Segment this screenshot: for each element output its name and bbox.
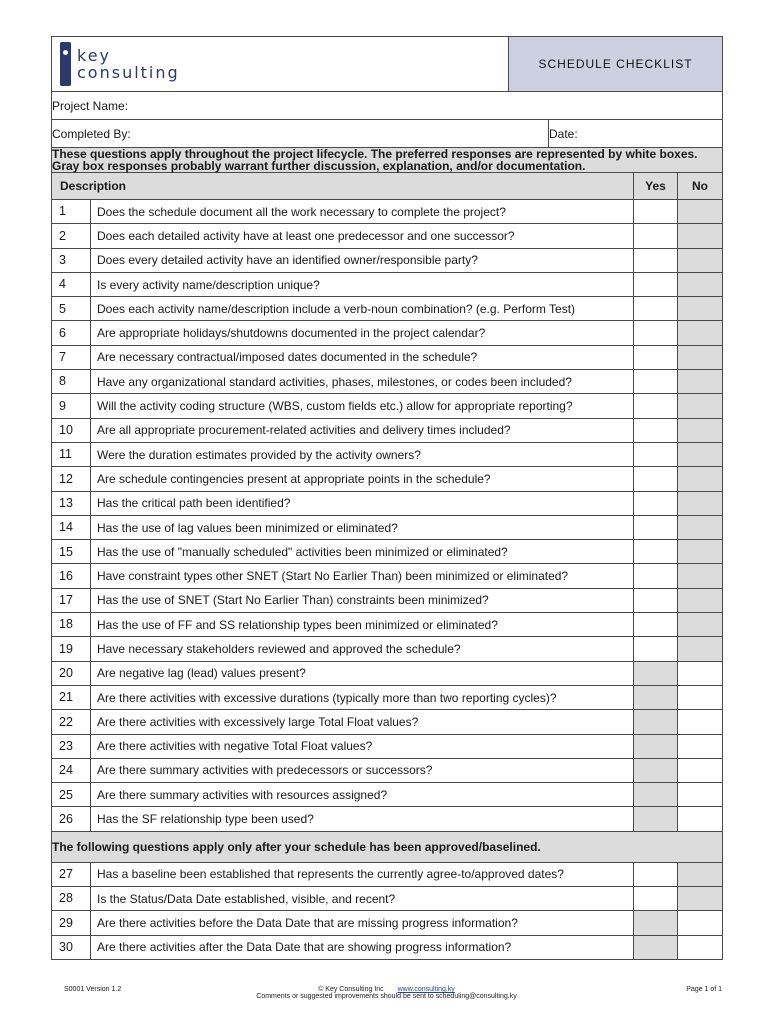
question-text: Have necessary stakeholders reviewed and approved the schedule? <box>91 637 634 661</box>
yes-checkbox[interactable] <box>634 491 678 515</box>
no-checkbox[interactable] <box>678 661 723 685</box>
question-text: Will the activity coding structure (WBS, custom fields etc.) allow for appropriate reporting? <box>91 394 634 418</box>
page-footer <box>51 986 722 1010</box>
question-number: 6 <box>52 321 91 345</box>
question-row <box>52 661 723 685</box>
company-logo <box>52 37 217 91</box>
question-number: 17 <box>52 588 91 612</box>
question-number: 22 <box>52 710 91 734</box>
yes-checkbox[interactable] <box>634 515 678 539</box>
question-row <box>52 685 723 709</box>
yes-checkbox[interactable] <box>634 911 678 935</box>
question-row <box>52 321 723 345</box>
question-text: Are negative lag (lead) values present? <box>91 661 634 685</box>
question-row <box>52 734 723 758</box>
logo-line-1: key <box>77 46 112 65</box>
checklist-table <box>51 36 723 960</box>
question-number: 25 <box>52 783 91 807</box>
column-header-description: Description <box>52 173 634 200</box>
question-text: Have any organizational standard activities, phases, milestones, or codes been included? <box>91 370 634 394</box>
yes-checkbox[interactable] <box>634 783 678 807</box>
question-text: Is every activity name/description unique? <box>91 272 634 296</box>
no-checkbox[interactable] <box>678 637 723 661</box>
question-text: Are appropriate holidays/shutdowns documented in the project calendar? <box>91 321 634 345</box>
question-number: 7 <box>52 345 91 369</box>
question-row <box>52 467 723 491</box>
question-row <box>52 564 723 588</box>
document-id: S0001 Version 1.2 <box>64 986 122 993</box>
question-text: Has the critical path been identified? <box>91 491 634 515</box>
no-checkbox[interactable] <box>678 467 723 491</box>
no-checkbox[interactable] <box>678 418 723 442</box>
completed-by-field[interactable]: Completed By: <box>52 120 549 148</box>
question-number: 3 <box>52 248 91 272</box>
question-text: Are all appropriate procurement-related activities and delivery times included? <box>91 418 634 442</box>
question-number: 30 <box>52 935 91 959</box>
question-number: 24 <box>52 758 91 782</box>
yes-checkbox[interactable] <box>634 935 678 959</box>
no-checkbox[interactable] <box>678 540 723 564</box>
no-checkbox[interactable] <box>678 394 723 418</box>
question-number: 15 <box>52 540 91 564</box>
question-text: Were the duration estimates provided by the activity owners? <box>91 442 634 466</box>
yes-checkbox[interactable] <box>634 200 678 224</box>
question-text: Has the use of "manually scheduled" activities been minimized or eliminated? <box>91 540 634 564</box>
no-checkbox[interactable] <box>678 564 723 588</box>
date-field[interactable]: Date: <box>549 120 723 148</box>
question-row <box>52 200 723 224</box>
question-row <box>52 248 723 272</box>
question-row <box>52 613 723 637</box>
website-link[interactable]: www.consulting.ky <box>397 986 455 993</box>
question-number: 19 <box>52 637 91 661</box>
question-number: 11 <box>52 442 91 466</box>
no-checkbox[interactable] <box>678 370 723 394</box>
question-row <box>52 491 723 515</box>
question-text: Are there activities before the Data Date that are missing progress information? <box>91 911 634 935</box>
no-checkbox[interactable] <box>678 224 723 248</box>
no-checkbox[interactable] <box>678 321 723 345</box>
no-checkbox[interactable] <box>678 272 723 296</box>
no-checkbox[interactable] <box>678 588 723 612</box>
question-number: 13 <box>52 491 91 515</box>
checklist-sheet <box>51 36 722 960</box>
yes-checkbox[interactable] <box>634 345 678 369</box>
question-text: Are there activities with excessively large Total Float values? <box>91 710 634 734</box>
question-number: 26 <box>52 807 91 831</box>
yes-checkbox[interactable] <box>634 637 678 661</box>
yes-checkbox[interactable] <box>634 734 678 758</box>
question-text: Are there activities with excessive durations (typically more than two reporting cycles)? <box>91 685 634 709</box>
yes-checkbox[interactable] <box>634 442 678 466</box>
column-header-yes: Yes <box>634 173 678 200</box>
no-checkbox[interactable] <box>678 297 723 321</box>
question-number: 18 <box>52 613 91 637</box>
yes-checkbox[interactable] <box>634 540 678 564</box>
logo-cell <box>52 37 509 92</box>
copyright-text: © Key Consulting Inc <box>318 986 384 993</box>
no-checkbox[interactable] <box>678 783 723 807</box>
no-checkbox[interactable] <box>678 515 723 539</box>
yes-checkbox[interactable] <box>634 862 678 886</box>
question-row <box>52 394 723 418</box>
question-number: 10 <box>52 418 91 442</box>
key-logo-icon <box>60 42 71 86</box>
yes-checkbox[interactable] <box>634 321 678 345</box>
question-text: Are there summary activities with predecessors or successors? <box>91 758 634 782</box>
question-text: Has the use of lag values been minimized or eliminated? <box>91 515 634 539</box>
yes-checkbox[interactable] <box>634 887 678 911</box>
yes-checkbox[interactable] <box>634 588 678 612</box>
question-number: 1 <box>52 200 91 224</box>
question-text: Does each detailed activity have at least one predecessor and one successor? <box>91 224 634 248</box>
yes-checkbox[interactable] <box>634 394 678 418</box>
no-checkbox[interactable] <box>678 758 723 782</box>
question-row <box>52 911 723 935</box>
question-row <box>52 515 723 539</box>
question-text: Are schedule contingencies present at appropriate points in the schedule? <box>91 467 634 491</box>
no-checkbox[interactable] <box>678 685 723 709</box>
no-checkbox[interactable] <box>678 491 723 515</box>
question-text: Has the SF relationship type been used? <box>91 807 634 831</box>
no-checkbox[interactable] <box>678 935 723 959</box>
question-number: 8 <box>52 370 91 394</box>
question-number: 12 <box>52 467 91 491</box>
yes-checkbox[interactable] <box>634 467 678 491</box>
yes-checkbox[interactable] <box>634 685 678 709</box>
question-text: Have constraint types other SNET (Start No Earlier Than) been minimized or eliminated? <box>91 564 634 588</box>
question-number: 16 <box>52 564 91 588</box>
question-text: Are there activities after the Data Date that are showing progress information? <box>91 935 634 959</box>
question-text: Does the schedule document all the work necessary to complete the project? <box>91 200 634 224</box>
question-row <box>52 588 723 612</box>
document-title: SCHEDULE CHECKLIST <box>509 37 723 92</box>
question-number: 21 <box>52 685 91 709</box>
question-number: 5 <box>52 297 91 321</box>
yes-checkbox[interactable] <box>634 758 678 782</box>
yes-checkbox[interactable] <box>634 272 678 296</box>
yes-checkbox[interactable] <box>634 248 678 272</box>
question-row <box>52 758 723 782</box>
question-number: 2 <box>52 224 91 248</box>
question-number: 23 <box>52 734 91 758</box>
no-checkbox[interactable] <box>678 734 723 758</box>
yes-checkbox[interactable] <box>634 297 678 321</box>
question-row <box>52 370 723 394</box>
question-row <box>52 442 723 466</box>
no-checkbox[interactable] <box>678 807 723 831</box>
question-text: Has the use of FF and SS relationship types been minimized or eliminated? <box>91 613 634 637</box>
question-number: 9 <box>52 394 91 418</box>
no-checkbox[interactable] <box>678 911 723 935</box>
question-text: Is the Status/Data Date established, visible, and recent? <box>91 887 634 911</box>
project-name-field[interactable]: Project Name: <box>52 92 723 120</box>
question-text: Does every detailed activity have an identified owner/responsible party? <box>91 248 634 272</box>
yes-checkbox[interactable] <box>634 370 678 394</box>
question-row <box>52 418 723 442</box>
question-text: Are necessary contractual/imposed dates documented in the schedule? <box>91 345 634 369</box>
question-text: Does each activity name/description include a verb-noun combination? (e.g. Perform Test) <box>91 297 634 321</box>
question-row <box>52 345 723 369</box>
no-checkbox[interactable] <box>678 248 723 272</box>
no-checkbox[interactable] <box>678 442 723 466</box>
question-number: 20 <box>52 661 91 685</box>
question-number: 28 <box>52 887 91 911</box>
yes-checkbox[interactable] <box>634 564 678 588</box>
yes-checkbox[interactable] <box>634 661 678 685</box>
question-row <box>52 710 723 734</box>
question-number: 29 <box>52 911 91 935</box>
no-checkbox[interactable] <box>678 862 723 886</box>
page-number: Page 1 of 1 <box>686 986 722 993</box>
question-row <box>52 783 723 807</box>
question-number: 4 <box>52 272 91 296</box>
question-row <box>52 862 723 886</box>
column-header-no: No <box>678 173 723 200</box>
intro-note: These questions apply throughout the project lifecycle. The preferred responses are represented by white boxes. Gray box responses probably warrant further discussion, explanation, and/or documentation. <box>52 148 723 173</box>
question-row <box>52 224 723 248</box>
yes-checkbox[interactable] <box>634 418 678 442</box>
question-text: Has a baseline been established that represents the currently agree-to/approved dates? <box>91 862 634 886</box>
question-text: Are there activities with negative Total Float values? <box>91 734 634 758</box>
question-row <box>52 887 723 911</box>
question-text: Has the use of SNET (Start No Earlier Than) constraints been minimized? <box>91 588 634 612</box>
no-checkbox[interactable] <box>678 613 723 637</box>
question-number: 27 <box>52 862 91 886</box>
question-row <box>52 807 723 831</box>
yes-checkbox[interactable] <box>634 807 678 831</box>
comments-text: Comments or suggested improvements should be sent to scheduling@consulting.ky <box>256 993 517 1000</box>
question-row <box>52 272 723 296</box>
question-row <box>52 297 723 321</box>
no-checkbox[interactable] <box>678 200 723 224</box>
no-checkbox[interactable] <box>678 887 723 911</box>
no-checkbox[interactable] <box>678 710 723 734</box>
yes-checkbox[interactable] <box>634 224 678 248</box>
yes-checkbox[interactable] <box>634 613 678 637</box>
logo-line-2: consulting <box>77 63 180 82</box>
section-heading-baselined: The following questions apply only after your schedule has been approved/baselined. <box>52 831 723 862</box>
question-row <box>52 637 723 661</box>
question-row <box>52 540 723 564</box>
question-number: 14 <box>52 515 91 539</box>
question-row <box>52 935 723 959</box>
no-checkbox[interactable] <box>678 345 723 369</box>
question-text: Are there summary activities with resources assigned? <box>91 783 634 807</box>
yes-checkbox[interactable] <box>634 710 678 734</box>
